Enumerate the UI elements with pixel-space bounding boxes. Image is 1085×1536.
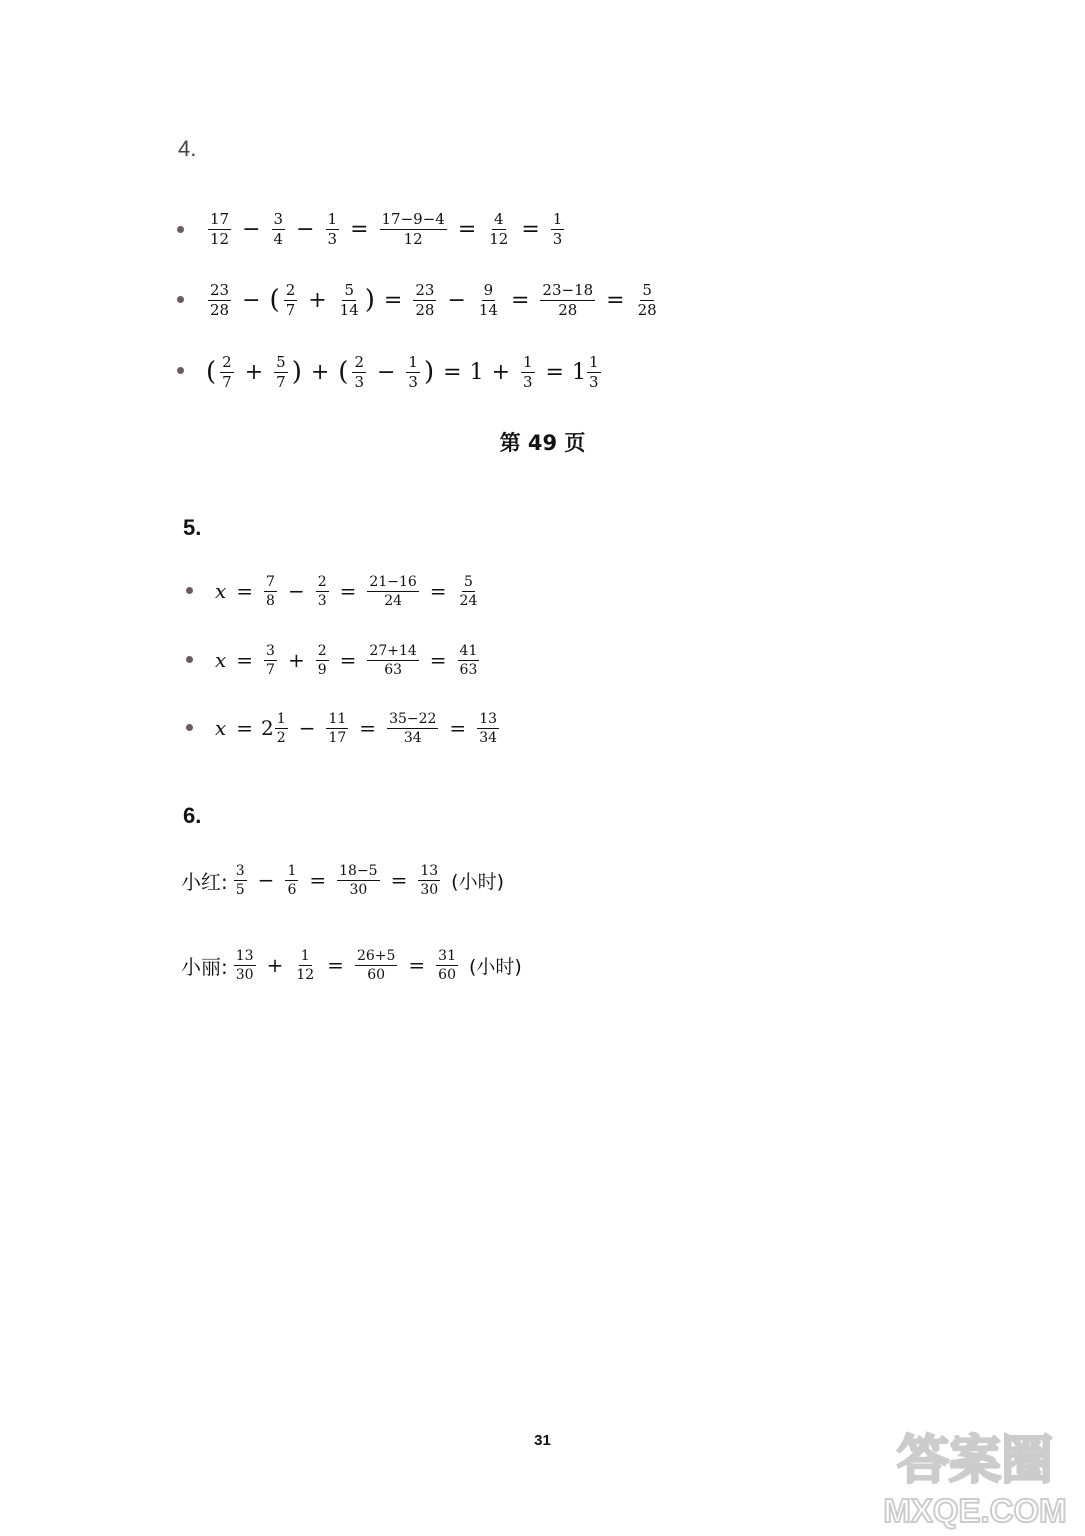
- equation-q5-1: [215, 569, 482, 613]
- question-6-label: 6.: [183, 803, 202, 828]
- left-paren: (: [338, 357, 349, 387]
- fraction: $\frac{5}{28}$: [637, 280, 657, 319]
- mixed-number-whole: 2: [261, 716, 274, 740]
- equals-sign: =: [339, 648, 357, 672]
- operator: −: [376, 359, 396, 385]
- fraction: $\frac{17}{12}$: [210, 209, 230, 248]
- fraction: $\frac{9}{14}$: [478, 280, 498, 319]
- fraction: $\frac{23-18}{28}$: [542, 280, 594, 319]
- right-paren: ): [364, 285, 375, 315]
- operator: +: [266, 953, 284, 977]
- watermark-logo-url: MXQE.COM: [883, 1492, 1067, 1529]
- equals-sign: =: [390, 868, 408, 892]
- fraction: $\frac{13}{30}$: [420, 862, 439, 898]
- equals-sign: =: [408, 953, 426, 977]
- equals-sign: =: [521, 216, 540, 242]
- fraction: $\frac{2}{9}$: [317, 642, 327, 678]
- operator: −: [242, 216, 261, 242]
- fraction: $\frac{1}{6}$: [287, 862, 297, 898]
- watermark-logo: [875, 1420, 1075, 1530]
- equals-sign: =: [606, 287, 625, 313]
- fraction: $\frac{23}{28}$: [415, 280, 435, 319]
- equals-sign: =: [309, 868, 327, 892]
- equals-sign: =: [457, 216, 477, 242]
- fraction: $\frac{27+14}{63}$: [369, 642, 417, 678]
- page-number: 31: [534, 1432, 551, 1449]
- equation-q4-1: [205, 207, 567, 251]
- operator: −: [257, 868, 275, 892]
- operator: +: [308, 287, 327, 313]
- equals-sign: =: [236, 579, 254, 603]
- operator: +: [287, 648, 305, 672]
- watermark-logo-text: 答案圈: [896, 1431, 1054, 1491]
- fraction: $\frac{1}{3}$: [552, 209, 563, 248]
- equation-q6-xiaohong: [181, 858, 504, 902]
- fraction: $\frac{41}{63}$: [459, 642, 478, 678]
- fraction: $\frac{3}{7}$: [266, 642, 275, 678]
- fraction: $\frac{4}{12}$: [489, 209, 509, 248]
- equals-sign: =: [545, 359, 564, 385]
- equals-sign: =: [510, 287, 530, 313]
- fraction: $\frac{2}{3}$: [317, 573, 327, 609]
- unit-label: (小时): [468, 955, 522, 978]
- bullet-q5-1: [186, 587, 193, 594]
- fraction: $\frac{2}{7}$: [285, 280, 296, 319]
- fraction: $\frac{11}{17}$: [328, 710, 347, 746]
- bullet-q4-3: [177, 367, 184, 374]
- fraction: $\frac{1}{2}$: [276, 710, 286, 746]
- question-4-label: 4.: [178, 136, 197, 161]
- page-heading: 第 49 页: [499, 431, 586, 455]
- equals-sign: =: [429, 579, 447, 603]
- person-name-label: 小丽:: [181, 954, 228, 979]
- equals-sign: =: [236, 716, 254, 740]
- equation-q4-3: [205, 350, 604, 394]
- fraction: $\frac{2}{3}$: [354, 352, 364, 391]
- bullet-q5-2: [186, 656, 193, 663]
- operator: −: [287, 579, 305, 603]
- fraction: $\frac{13}{30}$: [235, 947, 254, 983]
- fraction: $\frac{23}{28}$: [210, 280, 230, 319]
- operator: −: [298, 716, 316, 740]
- fraction: $\frac{35-22}{34}$: [389, 710, 437, 746]
- fraction: $\frac{5}{14}$: [339, 280, 359, 319]
- fraction: $\frac{1}{3}$: [408, 352, 418, 391]
- bullet-q4-2: [177, 296, 184, 303]
- equals-sign: =: [383, 287, 403, 313]
- equals-sign: =: [339, 579, 357, 603]
- integer: 1: [469, 359, 484, 385]
- variable: x: [215, 579, 227, 603]
- fraction: $\frac{31}{60}$: [438, 947, 456, 983]
- fraction: $\frac{1}{12}$: [296, 947, 315, 983]
- operator: −: [242, 287, 261, 313]
- equation-q4-2: [205, 278, 662, 322]
- fraction: $\frac{3}{4}$: [273, 209, 284, 248]
- fraction: $\frac{1}{3}$: [327, 209, 338, 248]
- bullet-q4-1: [177, 226, 184, 233]
- equation-q5-3: [215, 706, 502, 750]
- equals-sign: =: [443, 359, 462, 385]
- variable: x: [215, 648, 227, 672]
- left-paren: (: [269, 285, 280, 315]
- variable: x: [215, 716, 227, 740]
- fraction: $\frac{5}{7}$: [276, 352, 286, 391]
- fraction: $\frac{7}{8}$: [266, 573, 275, 609]
- right-paren: ): [423, 357, 435, 387]
- unit-label: (小时): [451, 870, 504, 893]
- question-5-label: 5.: [183, 515, 202, 540]
- fraction: $\frac{5}{24}$: [459, 573, 478, 609]
- operator: −: [296, 216, 315, 242]
- mixed-number-whole: 1: [571, 359, 586, 385]
- bullet-q5-3: [186, 724, 193, 731]
- fraction: $\frac{1}{3}$: [588, 352, 599, 391]
- equals-sign: =: [327, 953, 344, 977]
- fraction: $\frac{21-16}{24}$: [369, 573, 417, 609]
- fraction: $\frac{2}{7}$: [222, 352, 232, 391]
- operator: −: [447, 287, 466, 313]
- fraction: $\frac{18-5}{30}$: [339, 862, 378, 898]
- equals-sign: =: [359, 716, 377, 740]
- fraction: $\frac{1}{3}$: [523, 352, 533, 391]
- equation-q6-xiaoli: [181, 943, 522, 987]
- operator: +: [491, 359, 510, 385]
- operator: +: [244, 359, 264, 385]
- fraction: $\frac{26+5}{60}$: [356, 947, 396, 983]
- fraction: $\frac{13}{34}$: [479, 710, 498, 746]
- equals-sign: =: [429, 648, 447, 672]
- person-name-label: 小红:: [181, 869, 228, 894]
- fraction: $\frac{17-9-4}{12}$: [381, 209, 445, 248]
- equals-sign: =: [350, 216, 369, 242]
- fraction: $\frac{3}{5}$: [235, 862, 245, 898]
- left-paren: (: [206, 357, 217, 387]
- right-paren: ): [291, 357, 302, 387]
- equation-q5-2: [215, 638, 482, 682]
- equals-sign: =: [449, 716, 467, 740]
- operator: +: [310, 359, 330, 385]
- equals-sign: =: [236, 648, 254, 672]
